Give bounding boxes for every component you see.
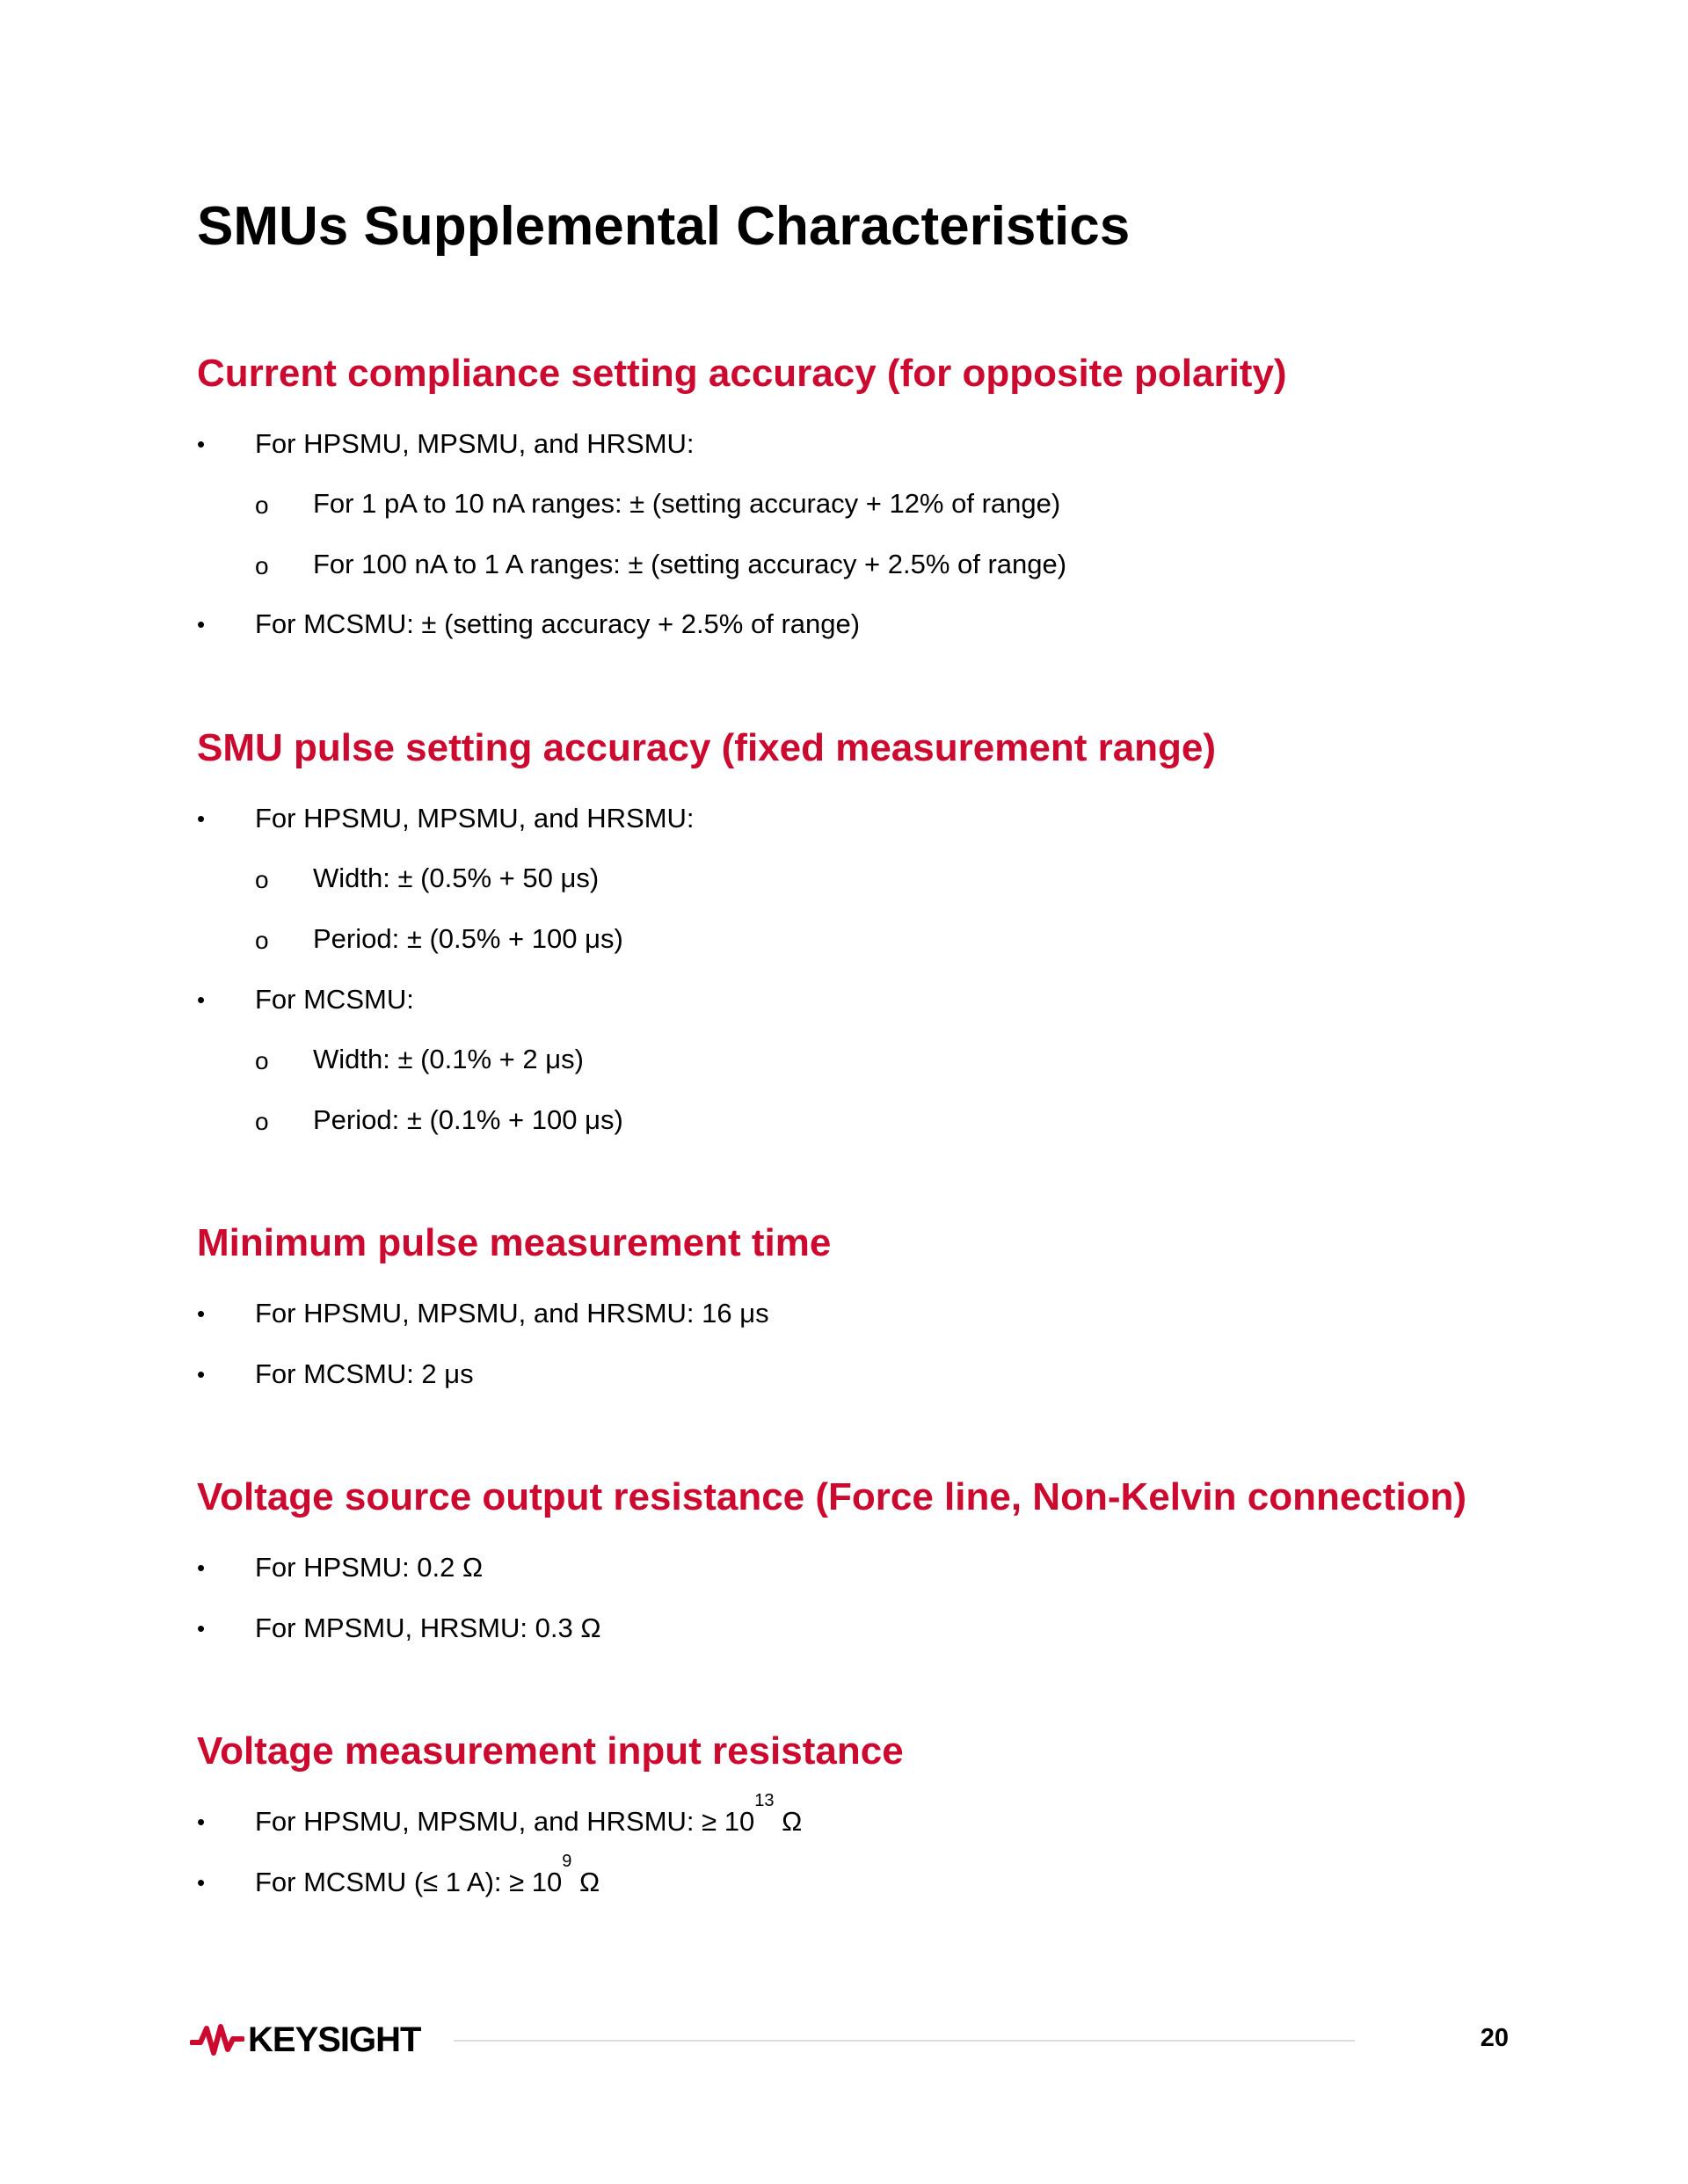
exponent: 9 xyxy=(562,1852,572,1871)
bullet-icon: • xyxy=(197,1615,206,1642)
page-number: 20 xyxy=(1480,2024,1509,2052)
bullet-icon: • xyxy=(197,805,206,832)
circle-bullet-icon: o xyxy=(255,927,269,954)
section-heading-input-resistance: Voltage measurement input resistance xyxy=(197,1729,904,1773)
section-heading-pulse-setting-accuracy: SMU pulse setting accuracy (fixed measurement range) xyxy=(197,726,1217,769)
list-item-text: For HPSMU, MPSMU, and HRSMU: xyxy=(255,428,695,459)
list-item-text: For MCSMU: 2 μs xyxy=(255,1358,474,1389)
bullet-icon: • xyxy=(197,1361,206,1387)
footer-divider xyxy=(454,2040,1355,2042)
list-item-text: For MCSMU: ± (setting accuracy + 2.5% of range) xyxy=(255,608,861,639)
page-title: SMUs Supplemental Characteristics xyxy=(197,196,1131,257)
circle-bullet-icon: o xyxy=(255,491,269,519)
bullet-icon: • xyxy=(197,986,206,1013)
list-item-text: Period: ± (0.5% + 100 μs) xyxy=(313,923,623,954)
circle-bullet-icon: o xyxy=(255,1047,269,1074)
list-item-text: For MPSMU, HRSMU: 0.3 Ω xyxy=(255,1613,601,1643)
list-item-text xyxy=(255,1791,803,1839)
section-heading-output-resistance: Voltage source output resistance (Force line, Non-Kelvin connection) xyxy=(197,1475,1467,1518)
list-item-text: For 1 pA to 10 nA ranges: ± (setting accuracy + 12% of range) xyxy=(313,488,1061,519)
circle-bullet-icon: o xyxy=(255,866,269,893)
item-suffix: Ω xyxy=(571,1867,600,1897)
bullet-icon: • xyxy=(197,1869,206,1896)
circle-bullet-icon: o xyxy=(255,1108,269,1135)
bullet-icon: • xyxy=(197,611,206,637)
section-heading-current-compliance: Current compliance setting accuracy (for opposite polarity) xyxy=(197,352,1287,395)
list-item-text: For HPSMU: 0.2 Ω xyxy=(255,1552,484,1583)
bullet-icon: • xyxy=(197,431,206,457)
exponent: 13 xyxy=(754,1791,775,1810)
logo-text: KEYSIGHT xyxy=(248,2020,421,2059)
section-heading-min-pulse-time: Minimum pulse measurement time xyxy=(197,1221,832,1264)
item-prefix: For HPSMU, MPSMU, and HRSMU: ≥ 10 xyxy=(255,1806,755,1837)
keysight-logo xyxy=(190,2013,420,2066)
list-item-text xyxy=(255,1852,600,1900)
bullet-icon: • xyxy=(197,1300,206,1327)
list-item-text: Period: ± (0.1% + 100 μs) xyxy=(313,1104,623,1135)
list-item-text: For HPSMU, MPSMU, and HRSMU: xyxy=(255,803,695,834)
bullet-icon: • xyxy=(197,1809,206,1835)
keysight-wave-icon xyxy=(190,2020,244,2060)
item-suffix: Ω xyxy=(774,1806,803,1837)
bullet-icon: • xyxy=(197,1554,206,1581)
list-item-text: For 100 nA to 1 A ranges: ± (setting accuracy + 2.5% of range) xyxy=(313,549,1067,579)
circle-bullet-icon: o xyxy=(255,552,269,579)
list-item-text: Width: ± (0.1% + 2 μs) xyxy=(313,1044,584,1074)
list-item-text: For HPSMU, MPSMU, and HRSMU: 16 μs xyxy=(255,1298,769,1329)
item-prefix: For MCSMU (≤ 1 A): ≥ 10 xyxy=(255,1867,563,1897)
list-item-text: Width: ± (0.5% + 50 μs) xyxy=(313,863,600,893)
list-item-text: For MCSMU: xyxy=(255,984,414,1015)
page-footer xyxy=(190,2013,1509,2066)
